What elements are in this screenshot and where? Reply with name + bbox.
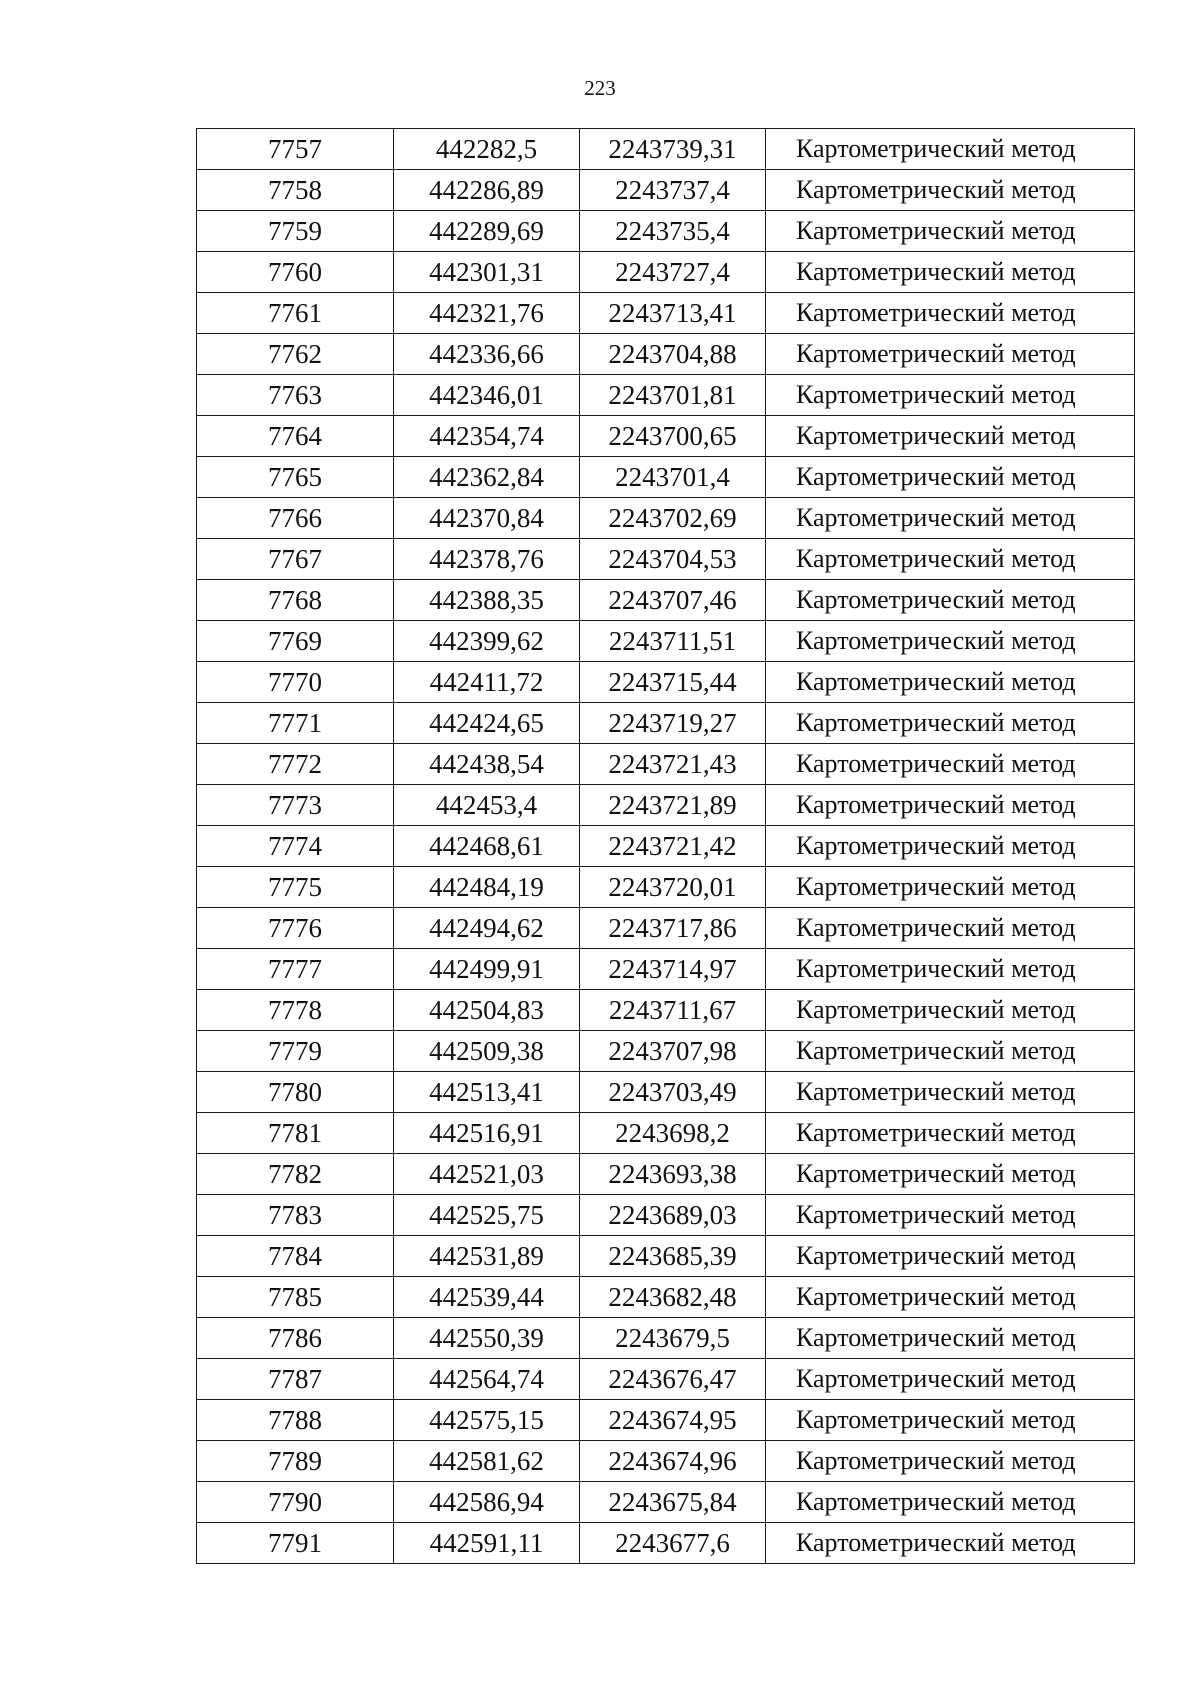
method-cell: Картометрический метод [766, 1113, 1135, 1154]
method-cell: Картометрический метод [766, 1400, 1135, 1441]
method-cell: Картометрический метод [766, 457, 1135, 498]
method-cell: Картометрический метод [766, 1441, 1135, 1482]
method-cell: Картометрический метод [766, 416, 1135, 457]
point-number-cell: 7788 [197, 1400, 394, 1441]
table-row [197, 1072, 1135, 1113]
method-cell: Картометрический метод [766, 211, 1135, 252]
point-number-cell: 7767 [197, 539, 394, 580]
point-number-cell: 7779 [197, 1031, 394, 1072]
point-number-cell: 7770 [197, 662, 394, 703]
table-row [197, 1236, 1135, 1277]
method-cell: Картометрический метод [766, 252, 1135, 293]
x-coordinate-cell: 442321,76 [394, 293, 580, 334]
table-row [197, 1031, 1135, 1072]
x-coordinate-cell: 442581,62 [394, 1441, 580, 1482]
point-number-cell: 7777 [197, 949, 394, 990]
x-coordinate-cell: 442484,19 [394, 867, 580, 908]
method-cell: Картометрический метод [766, 867, 1135, 908]
point-number-cell: 7787 [197, 1359, 394, 1400]
x-coordinate-cell: 442438,54 [394, 744, 580, 785]
point-number-cell: 7769 [197, 621, 394, 662]
x-coordinate-cell: 442531,89 [394, 1236, 580, 1277]
method-cell: Картометрический метод [766, 1154, 1135, 1195]
coordinates-table-body [197, 129, 1135, 1564]
table-row [197, 1277, 1135, 1318]
y-coordinate-cell: 2243703,49 [580, 1072, 766, 1113]
y-coordinate-cell: 2243675,84 [580, 1482, 766, 1523]
y-coordinate-cell: 2243679,5 [580, 1318, 766, 1359]
point-number-cell: 7790 [197, 1482, 394, 1523]
method-cell: Картометрический метод [766, 908, 1135, 949]
point-number-cell: 7758 [197, 170, 394, 211]
y-coordinate-cell: 2243674,95 [580, 1400, 766, 1441]
method-cell: Картометрический метод [766, 1523, 1135, 1564]
method-cell: Картометрический метод [766, 785, 1135, 826]
table-row [197, 1482, 1135, 1523]
method-cell: Картометрический метод [766, 334, 1135, 375]
method-cell: Картометрический метод [766, 662, 1135, 703]
x-coordinate-cell: 442521,03 [394, 1154, 580, 1195]
method-cell: Картометрический метод [766, 1482, 1135, 1523]
x-coordinate-cell: 442286,89 [394, 170, 580, 211]
table-row [197, 416, 1135, 457]
y-coordinate-cell: 2243701,4 [580, 457, 766, 498]
x-coordinate-cell: 442494,62 [394, 908, 580, 949]
y-coordinate-cell: 2243689,03 [580, 1195, 766, 1236]
x-coordinate-cell: 442509,38 [394, 1031, 580, 1072]
table-row [197, 334, 1135, 375]
y-coordinate-cell: 2243739,31 [580, 129, 766, 170]
y-coordinate-cell: 2243698,2 [580, 1113, 766, 1154]
y-coordinate-cell: 2243685,39 [580, 1236, 766, 1277]
x-coordinate-cell: 442513,41 [394, 1072, 580, 1113]
method-cell: Картометрический метод [766, 170, 1135, 211]
point-number-cell: 7759 [197, 211, 394, 252]
table-row [197, 703, 1135, 744]
table-row [197, 1154, 1135, 1195]
table-row [197, 744, 1135, 785]
point-number-cell: 7791 [197, 1523, 394, 1564]
point-number-cell: 7771 [197, 703, 394, 744]
method-cell: Картометрический метод [766, 539, 1135, 580]
y-coordinate-cell: 2243713,41 [580, 293, 766, 334]
point-number-cell: 7763 [197, 375, 394, 416]
y-coordinate-cell: 2243674,96 [580, 1441, 766, 1482]
table-row [197, 785, 1135, 826]
y-coordinate-cell: 2243719,27 [580, 703, 766, 744]
y-coordinate-cell: 2243721,89 [580, 785, 766, 826]
point-number-cell: 7772 [197, 744, 394, 785]
y-coordinate-cell: 2243707,98 [580, 1031, 766, 1072]
x-coordinate-cell: 442301,31 [394, 252, 580, 293]
point-number-cell: 7774 [197, 826, 394, 867]
method-cell: Картометрический метод [766, 580, 1135, 621]
method-cell: Картометрический метод [766, 498, 1135, 539]
x-coordinate-cell: 442586,94 [394, 1482, 580, 1523]
method-cell: Картометрический метод [766, 1072, 1135, 1113]
x-coordinate-cell: 442499,91 [394, 949, 580, 990]
x-coordinate-cell: 442550,39 [394, 1318, 580, 1359]
y-coordinate-cell: 2243721,42 [580, 826, 766, 867]
y-coordinate-cell: 2243720,01 [580, 867, 766, 908]
point-number-cell: 7762 [197, 334, 394, 375]
table-row [197, 1441, 1135, 1482]
table-row [197, 990, 1135, 1031]
point-number-cell: 7780 [197, 1072, 394, 1113]
table-row [197, 867, 1135, 908]
table-row [197, 375, 1135, 416]
point-number-cell: 7765 [197, 457, 394, 498]
method-cell: Картометрический метод [766, 1277, 1135, 1318]
x-coordinate-cell: 442504,83 [394, 990, 580, 1031]
table-row [197, 908, 1135, 949]
point-number-cell: 7764 [197, 416, 394, 457]
point-number-cell: 7757 [197, 129, 394, 170]
point-number-cell: 7782 [197, 1154, 394, 1195]
y-coordinate-cell: 2243737,4 [580, 170, 766, 211]
x-coordinate-cell: 442564,74 [394, 1359, 580, 1400]
table-row [197, 211, 1135, 252]
y-coordinate-cell: 2243711,51 [580, 621, 766, 662]
table-row [197, 539, 1135, 580]
x-coordinate-cell: 442378,76 [394, 539, 580, 580]
x-coordinate-cell: 442346,01 [394, 375, 580, 416]
x-coordinate-cell: 442289,69 [394, 211, 580, 252]
x-coordinate-cell: 442336,66 [394, 334, 580, 375]
point-number-cell: 7778 [197, 990, 394, 1031]
x-coordinate-cell: 442591,11 [394, 1523, 580, 1564]
x-coordinate-cell: 442468,61 [394, 826, 580, 867]
y-coordinate-cell: 2243707,46 [580, 580, 766, 621]
method-cell: Картометрический метод [766, 375, 1135, 416]
point-number-cell: 7786 [197, 1318, 394, 1359]
table-row [197, 826, 1135, 867]
table-row [197, 1359, 1135, 1400]
y-coordinate-cell: 2243704,88 [580, 334, 766, 375]
x-coordinate-cell: 442370,84 [394, 498, 580, 539]
method-cell: Картометрический метод [766, 1359, 1135, 1400]
point-number-cell: 7784 [197, 1236, 394, 1277]
method-cell: Картометрический метод [766, 826, 1135, 867]
method-cell: Картометрический метод [766, 129, 1135, 170]
point-number-cell: 7783 [197, 1195, 394, 1236]
point-number-cell: 7789 [197, 1441, 394, 1482]
x-coordinate-cell: 442282,5 [394, 129, 580, 170]
coordinates-table [196, 128, 1135, 1564]
method-cell: Картометрический метод [766, 293, 1135, 334]
table-row [197, 1113, 1135, 1154]
table-row [197, 1195, 1135, 1236]
x-coordinate-cell: 442539,44 [394, 1277, 580, 1318]
table-row [197, 129, 1135, 170]
y-coordinate-cell: 2243682,48 [580, 1277, 766, 1318]
method-cell: Картометрический метод [766, 1236, 1135, 1277]
table-row [197, 170, 1135, 211]
y-coordinate-cell: 2243693,38 [580, 1154, 766, 1195]
table-row [197, 293, 1135, 334]
x-coordinate-cell: 442411,72 [394, 662, 580, 703]
method-cell: Картометрический метод [766, 1195, 1135, 1236]
method-cell: Картометрический метод [766, 949, 1135, 990]
table-row [197, 949, 1135, 990]
point-number-cell: 7768 [197, 580, 394, 621]
x-coordinate-cell: 442399,62 [394, 621, 580, 662]
x-coordinate-cell: 442354,74 [394, 416, 580, 457]
y-coordinate-cell: 2243721,43 [580, 744, 766, 785]
x-coordinate-cell: 442424,65 [394, 703, 580, 744]
point-number-cell: 7773 [197, 785, 394, 826]
y-coordinate-cell: 2243717,86 [580, 908, 766, 949]
y-coordinate-cell: 2243715,44 [580, 662, 766, 703]
y-coordinate-cell: 2243727,4 [580, 252, 766, 293]
table-row [197, 621, 1135, 662]
table-row [197, 498, 1135, 539]
y-coordinate-cell: 2243677,6 [580, 1523, 766, 1564]
y-coordinate-cell: 2243704,53 [580, 539, 766, 580]
y-coordinate-cell: 2243701,81 [580, 375, 766, 416]
method-cell: Картометрический метод [766, 703, 1135, 744]
point-number-cell: 7781 [197, 1113, 394, 1154]
method-cell: Картометрический метод [766, 621, 1135, 662]
point-number-cell: 7766 [197, 498, 394, 539]
point-number-cell: 7761 [197, 293, 394, 334]
y-coordinate-cell: 2243714,97 [580, 949, 766, 990]
table-row [197, 580, 1135, 621]
y-coordinate-cell: 2243700,65 [580, 416, 766, 457]
x-coordinate-cell: 442575,15 [394, 1400, 580, 1441]
x-coordinate-cell: 442453,4 [394, 785, 580, 826]
y-coordinate-cell: 2243676,47 [580, 1359, 766, 1400]
table-row [197, 1400, 1135, 1441]
table-row [197, 662, 1135, 703]
x-coordinate-cell: 442362,84 [394, 457, 580, 498]
y-coordinate-cell: 2243711,67 [580, 990, 766, 1031]
method-cell: Картометрический метод [766, 1031, 1135, 1072]
point-number-cell: 7776 [197, 908, 394, 949]
x-coordinate-cell: 442516,91 [394, 1113, 580, 1154]
method-cell: Картометрический метод [766, 744, 1135, 785]
page-number: 223 [584, 76, 616, 100]
method-cell: Картометрический метод [766, 1318, 1135, 1359]
table-row [197, 1523, 1135, 1564]
x-coordinate-cell: 442388,35 [394, 580, 580, 621]
point-number-cell: 7785 [197, 1277, 394, 1318]
table-row [197, 1318, 1135, 1359]
y-coordinate-cell: 2243735,4 [580, 211, 766, 252]
point-number-cell: 7775 [197, 867, 394, 908]
table-row [197, 252, 1135, 293]
y-coordinate-cell: 2243702,69 [580, 498, 766, 539]
point-number-cell: 7760 [197, 252, 394, 293]
x-coordinate-cell: 442525,75 [394, 1195, 580, 1236]
method-cell: Картометрический метод [766, 990, 1135, 1031]
table-row [197, 457, 1135, 498]
